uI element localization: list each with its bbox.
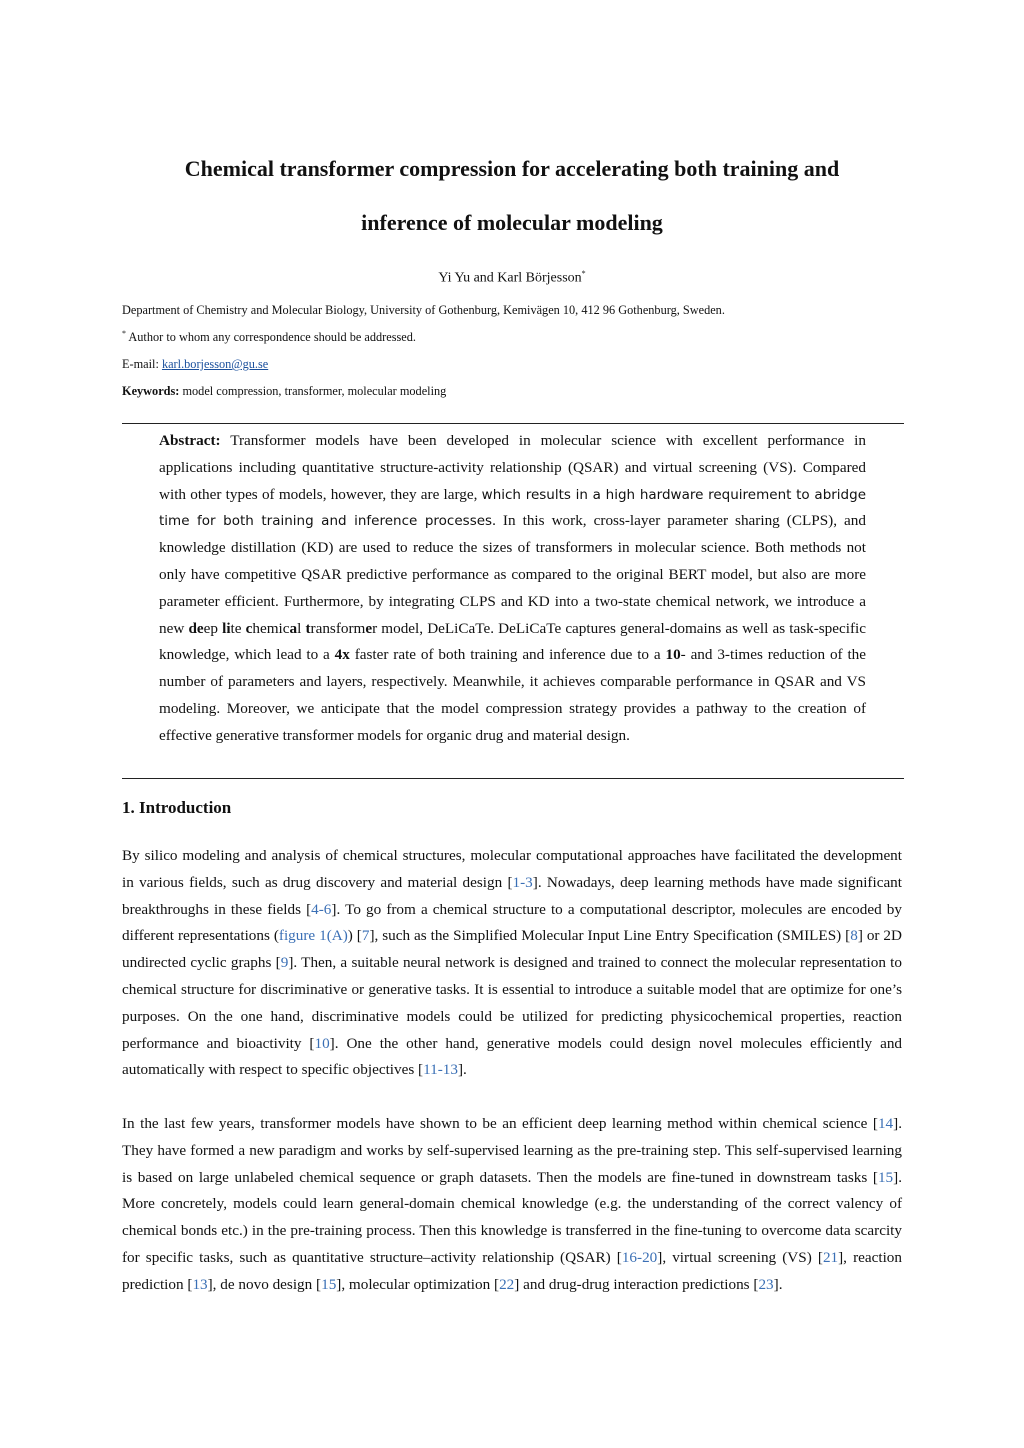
p1-text: ], such as the Simplified Molecular Input Line Entry Specification (SMILES) [ [369,927,851,945]
abstract-text-1: Transformer models have been developed in molecular science with excellent performance in applications including quantitative structure-activity relationship (QSAR) and virtual screening (VS). Compared with other types of models, however, they are large, [159,432,866,503]
citation-link[interactable]: 13 [192,1275,208,1293]
p1-text: By silico modeling and analysis of chemical structures, molecular computational approaches have facilitated the development in various fields, such as drug discovery and material design [ [122,847,902,891]
reduction-10: 10 [665,646,681,664]
email-line [122,357,268,372]
acronym-c: c [245,619,253,637]
email-link[interactable]: karl.borjesson@gu.se [161,357,269,371]
abstract-bottom-rule [122,778,904,779]
abstract [159,428,866,750]
abstract-top-rule [122,423,904,424]
citation-link[interactable]: 15 [877,1168,894,1186]
abstract-text-2: . In this work, cross-layer parameter sharing (CLPS), and knowledge distillation (KD) are used to reduce the sizes of transformers in molecular science. Both methods not only have competitive QSAR predictive performance as compared to the original BERT model, but also are more parameter efficient. Furthermore, by integrating CLPS and KD into a two-state chemical network, we introduce a new [159,512,866,637]
p1-text: ]. One the other hand, generative models could design novel molecules efficiently and automatically with respect to specific objectives [ [122,1034,903,1079]
citation-link[interactable]: 9 [280,954,289,972]
p1-text: ]. Nowadays, deep learning methods have made significant breakthroughs in these fields [ [122,873,902,918]
citation-link[interactable]: 7 [361,927,370,945]
p1-text: ]. Then, a suitable neural network is designed and trained to connect the molecular representation to chemical structure for discriminative or generative tasks. It is essential to introduce a suitable model that are optimize for one’s purposes. On the one hand, discriminative models could be utilized for predicting physicochemical properties, reaction performance and bioactivity [ [122,954,902,1052]
citation-link[interactable]: 16-20 [621,1248,658,1266]
acronym-de: de [188,619,204,637]
correspondence-text: Author to whom any correspondence should be addressed. [128,330,416,345]
speedup-4x: 4x [334,646,350,664]
correspondence-mark: * [122,329,126,338]
citation-link[interactable]: 8 [850,927,858,945]
abstract-text-4: faster rate of both training and inference due to a [349,646,666,664]
p2-text: ]. [773,1275,783,1293]
section-heading-introduction: 1. Introduction [122,798,232,817]
p2-text: ], virtual screening (VS) [ [657,1248,823,1266]
p1-text: ) [ [347,927,362,945]
citation-link[interactable]: 15 [321,1275,337,1293]
acronym-a-rest: l [297,619,302,637]
p1-text: ] or 2D undirected cyclic graphs [ [122,927,902,972]
citation-link[interactable]: 14 [877,1115,894,1132]
paper-title-line-2: inference of molecular modeling [361,210,663,235]
keywords-line [122,384,446,399]
acronym-e: e [365,619,373,637]
acronym-c-rest: hemic [252,619,290,637]
acronym-t-rest: ransform [310,619,366,637]
corresponding-mark: * [581,269,586,278]
p2-text: ]. More concretely, models could learn general-domain chemical knowledge (e.g. the understanding of the correct valency of chemical bonds etc.) in the pre-training process. Then this knowledge is transferred in the fine-tuning to overcome data scarcity for specific tasks, such as quantitative structure–activity relationship (QSAR) [ [122,1168,902,1266]
abstract-label: Abstract: [159,432,221,449]
p1-text: ]. [458,1061,467,1079]
affiliation: Department of Chemistry and Molecular Biology, University of Gothenburg, Kemivägen 10, 412 96 Gothenburg, Sweden. [122,303,725,317]
citation-link[interactable]: 23 [758,1275,774,1293]
citation-link[interactable]: 11-13 [423,1061,458,1079]
p2-text: ], reaction prediction [ [122,1248,902,1293]
citation-link[interactable]: 22 [499,1275,515,1293]
abstract-text-sans: which results in a high hardware requirement to abridge time for both training and inference processes [159,486,867,530]
intro-paragraph-1 [122,843,902,1084]
acronym-t: t [305,619,311,637]
keywords-text: model compression, transformer, molecular modeling [179,384,447,398]
email-label: E-mail: [122,357,162,371]
authors [0,269,1024,287]
p2-text: In the last few years, transformer models have shown to be an efficient deep learning method within chemical science [ [122,1115,878,1132]
p2-text: ]. They have formed a new paradigm and works by self-supervised learning as the pre-training step. This self-supervised learning is based on large unlabeled chemical sequence or graph datasets. Then the models are fine-tuned in downstream tasks [ [122,1115,902,1186]
abstract-text-5: - and 3-times reduction of the number of parameters and layers, respectively. Meanwhile, it achieves comparable performance in QSAR and VS modeling. Moreover, we anticipate that the model compression strategy provides a pathway to the creation of effective generative transformer models for organic drug and material design. [159,646,867,744]
citation-link[interactable]: 1-3 [512,873,533,891]
p2-text: ] and drug-drug interaction predictions [ [514,1275,759,1293]
intro-paragraph-2 [122,1111,902,1299]
paper-title-line-1: Chemical transformer compression for accelerating both training and [184,156,840,181]
citation-link[interactable]: 21 [822,1248,839,1266]
acronym-a: a [289,619,298,637]
acronym-li: li [222,619,231,637]
correspondence-note [122,329,416,345]
abstract-text-3: r model, DeLiCaTe. DeLiCaTe captures general-domains as well as task-specific knowledge, which lead to a [159,619,866,664]
figure-link[interactable]: figure 1(A) [278,927,348,945]
keywords-label: Keywords: [122,384,180,398]
author-names: Yi Yu and Karl Börjesson [438,270,582,286]
citation-link[interactable]: 4-6 [311,900,332,918]
citation-link[interactable]: 10 [314,1034,330,1052]
p2-text: ], de novo design [ [207,1275,322,1293]
acronym-li-rest: te [230,619,246,637]
p1-text: ]. To go from a chemical structure to a computational descriptor, molecules are encoded by different representations ( [122,900,902,945]
p2-text: ], molecular optimization [ [336,1275,500,1293]
acronym-de-rest: ep [203,619,223,637]
